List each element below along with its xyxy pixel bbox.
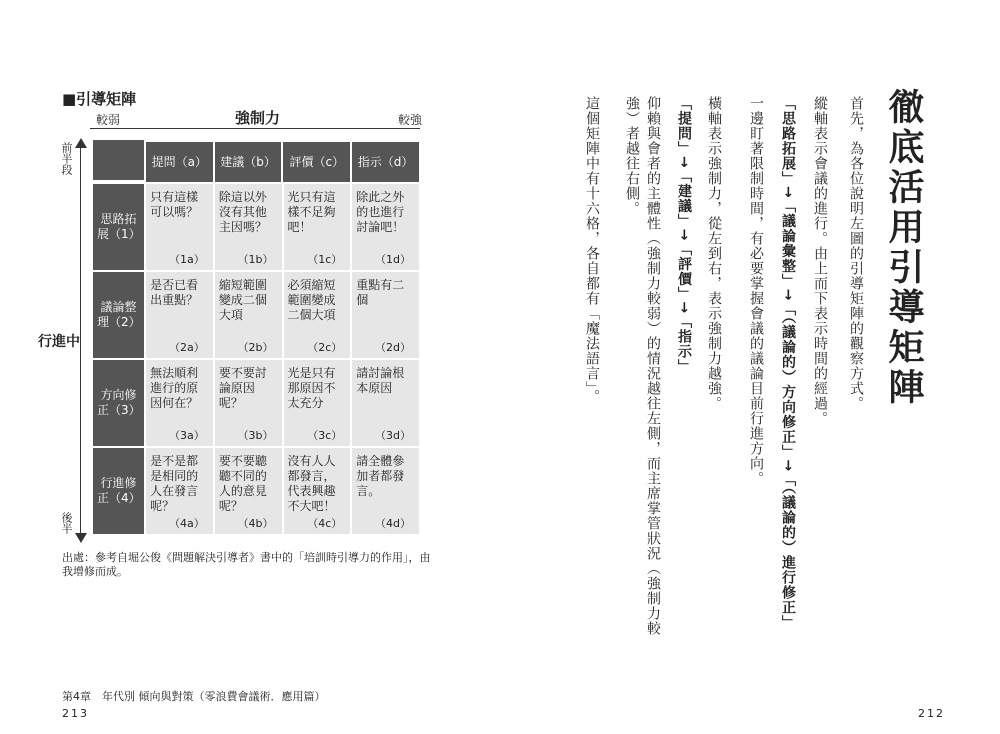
matrix-row — [91, 446, 419, 534]
matrix-cell — [215, 272, 282, 358]
row-header: 議論整理（2） — [93, 272, 144, 358]
cell-tag: （3b） — [237, 429, 274, 442]
body-column: 首先，為各位說明左圖的引導矩陣的觀察方式。 — [848, 96, 864, 411]
cell-text: 只有這樣可以嗎？ — [150, 190, 199, 219]
cell-text: 縮短範圍變成二個大項 — [218, 278, 267, 322]
column-header: 評價（c） — [283, 142, 350, 182]
axis-label-weak: 較弱 — [96, 113, 121, 127]
row-header: 思路拓展（1） — [93, 184, 144, 270]
row-header: 方向修正（3） — [93, 360, 144, 446]
cell-text: 光只有這樣不足夠吧！ — [287, 190, 336, 234]
cell-tag: （4d） — [375, 517, 412, 530]
body-column: 這個矩陣中有十六格，各自都有「魔法語言」。 — [584, 96, 600, 404]
matrix-corner — [93, 140, 144, 180]
cell-text: 請全體參加者都發言。 — [356, 454, 405, 498]
column-header: 建議（b） — [215, 142, 282, 182]
body-column: 強）者越往右側。 — [624, 96, 640, 216]
cell-tag: （2d） — [375, 341, 412, 354]
cell-tag: （3d） — [375, 429, 412, 442]
vertical-axis-line — [80, 140, 81, 540]
cell-tag: （4c） — [307, 517, 343, 530]
page-number-left: 213 — [62, 707, 89, 720]
cell-text: 除此之外的也進行討論吧！ — [356, 190, 405, 234]
matrix-row — [91, 358, 419, 446]
matrix-cell — [146, 272, 213, 358]
matrix-cell — [215, 448, 282, 534]
cell-tag: （1b） — [237, 253, 274, 266]
column-header: 指示（d） — [352, 142, 419, 182]
arrow-down-icon — [75, 533, 87, 543]
cell-tag: （1d） — [375, 253, 412, 266]
cell-text: 沒有人人都發言，代表興趣不大吧！ — [287, 454, 336, 513]
page-number-right: 212 — [918, 707, 945, 720]
guidance-matrix — [91, 140, 419, 534]
body-column: 「提問」→「建議」→「評價」→「指示」 — [676, 96, 692, 375]
figure-source: 出處：參考自堀公俊《問題解決引導者》書中的「培訓時引導力的作用」，由我增修而成。 — [62, 551, 431, 578]
cell-tag: （2c） — [307, 341, 343, 354]
cell-text: 請討論根本原因 — [356, 366, 405, 395]
chapter-footer: 第4章 年代別 傾向與對策（零浪費會議術．應用篇） — [62, 690, 326, 703]
cell-tag: （1c） — [307, 253, 343, 266]
cell-text: 除這以外沒有其他主因嗎？ — [218, 190, 267, 234]
matrix-cell — [352, 184, 419, 270]
matrix-cell — [215, 184, 282, 270]
figure-title: ■引導矩陣 — [62, 90, 137, 108]
axis-label-progress: 行進中 — [38, 334, 80, 350]
matrix-cell — [284, 272, 351, 358]
cell-tag: （3a） — [169, 429, 205, 442]
matrix-cell — [146, 184, 213, 270]
body-column: 仰賴與會者的主體性（強制力較弱）的情況越往左側，而主席掌管狀況（強制力較 — [645, 96, 661, 636]
matrix-cell — [146, 360, 213, 446]
matrix-row — [91, 270, 419, 358]
matrix-cell — [352, 272, 419, 358]
horizontal-axis-line — [90, 128, 420, 129]
cell-tag: （4b） — [237, 517, 274, 530]
matrix-cell — [215, 360, 282, 446]
axis-label-front: 前半段 — [60, 142, 73, 175]
matrix-cell — [284, 448, 351, 534]
cell-text: 要不要聽聽不同的人的意見呢？ — [218, 454, 267, 513]
matrix-cell — [284, 184, 351, 270]
cell-text: 光是只有那原因不太充分 — [287, 366, 336, 410]
matrix-cell — [146, 448, 213, 534]
cell-tag: （3c） — [307, 429, 343, 442]
column-header: 提問（a） — [146, 142, 213, 182]
cell-tag: （2a） — [169, 341, 205, 354]
cell-text: 是不是都是相同的人在發言呢？ — [150, 454, 199, 513]
cell-tag: （1a） — [169, 253, 205, 266]
row-header: 行進修正（4） — [93, 448, 144, 534]
cell-tag: （2b） — [237, 341, 274, 354]
cell-text: 必須縮短範圍變成二個大項 — [287, 278, 336, 322]
body-column: 一邊盯著限制時間，有必要掌握會議的議論目前行進方向。 — [748, 96, 764, 486]
axis-label-strong: 較強 — [398, 113, 423, 127]
matrix-cell — [352, 448, 419, 534]
body-column: 縱軸表示會議的進行。由上而下表示時間的經過。 — [812, 96, 828, 426]
axis-label-force: 強制力 — [235, 109, 281, 127]
arrow-up-icon — [75, 138, 87, 148]
cell-text: 要不要討論原因呢？ — [218, 366, 267, 410]
cell-tag: （4a） — [169, 517, 205, 530]
cell-text: 是否已看出重點？ — [150, 278, 199, 307]
page-heading: 徹底活用引導矩陣 — [883, 88, 924, 408]
cell-text: 無法順利進行的原因何在？ — [150, 366, 199, 410]
cell-text: 重點有二個 — [356, 278, 405, 307]
matrix-header-row — [91, 140, 419, 182]
axis-label-back: 後半 — [60, 512, 73, 534]
body-column: 橫軸表示強制力，從左到右，表示強制力越強。 — [706, 96, 722, 411]
matrix-cell — [284, 360, 351, 446]
body-column: 「思路拓展」→「議論彙整」→「（議論的）方向修正」→「（議論的）進行修正」 — [780, 96, 796, 631]
matrix-cell — [352, 360, 419, 446]
matrix-row — [91, 182, 419, 270]
